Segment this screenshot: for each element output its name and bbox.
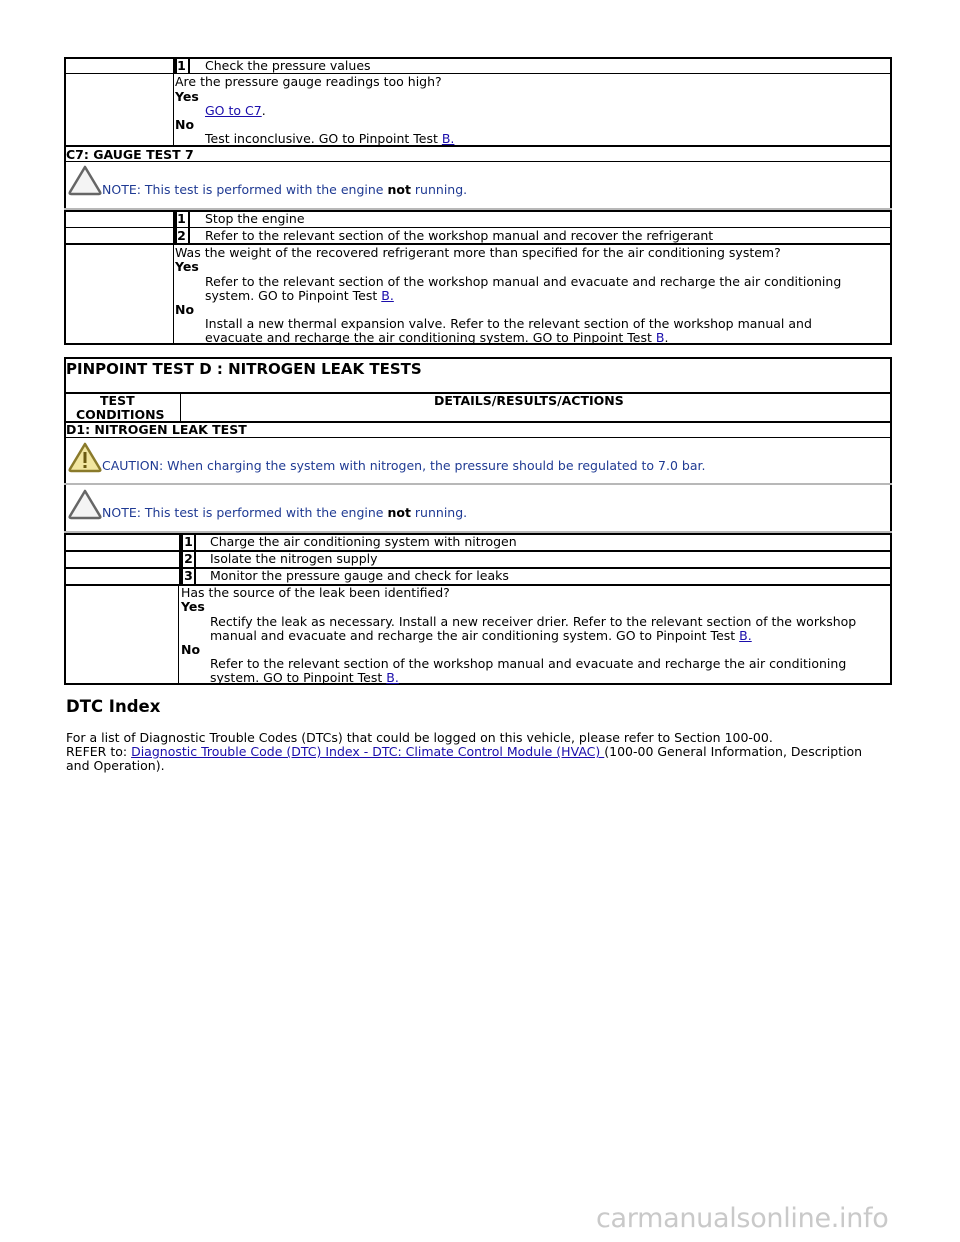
step-text: Monitor the pressure gauge and check for leaks <box>210 568 509 583</box>
question: Was the weight of the recovered refrigerant more than specified for the air conditioning system? <box>175 245 781 260</box>
c7-title: C7: GAUGE TEST 7 <box>66 147 194 162</box>
step-number: 2 <box>184 551 193 566</box>
step-text: Refer to the relevant section of the workshop manual and recover the refrigerant <box>205 228 714 243</box>
yes-answer: GO to C7. <box>205 103 266 118</box>
yes-answer-line2: manual and evacuate and recharge the air conditioning system. GO to Pinpoint Test B. <box>210 628 752 643</box>
question: Are the pressure gauge readings too high? <box>175 74 442 89</box>
go-to-c7-link[interactable]: GO to C7 <box>205 103 262 118</box>
pinpoint-b-link[interactable]: B. <box>381 288 394 303</box>
step-text: Stop the engine <box>205 211 305 226</box>
step-text: Isolate the nitrogen supply <box>210 551 378 566</box>
caution-icon <box>67 441 103 473</box>
yes-answer-line1: Rectify the leak as necessary. Install a new receiver drier. Refer to the relevant section of the workshop <box>210 614 857 629</box>
dtc-refer-line: REFER to: Diagnostic Trouble Code (DTC) Index - DTC: Climate Control Module (HVAC) (100-00 General Information, Description <box>66 744 863 759</box>
step-text: Check the pressure values <box>205 58 371 73</box>
yes-label: Yes <box>181 599 205 614</box>
note-text: NOTE: This test is performed with the engine not running. <box>102 182 468 197</box>
step-text: Charge the air conditioning system with nitrogen <box>210 534 517 549</box>
pinpoint-b-link[interactable]: B <box>655 330 665 345</box>
note-text: NOTE: This test is performed with the engine not running. <box>102 505 468 520</box>
note-icon <box>67 164 103 196</box>
no-answer-line1: Install a new thermal expansion valve. Refer to the relevant section of the workshop manual and <box>205 316 812 331</box>
yes-label: Yes <box>175 259 199 274</box>
d1-title: D1: NITROGEN LEAK TEST <box>66 422 247 437</box>
no-label: No <box>181 642 201 657</box>
col-header-conditions-2: CONDITIONS <box>76 407 165 422</box>
yes-answer-line2: system. GO to Pinpoint Test B. <box>205 288 394 303</box>
no-answer: Test inconclusive. GO to Pinpoint Test B. <box>205 131 455 146</box>
step-number: 2 <box>177 228 186 243</box>
yes-label: Yes <box>175 89 199 104</box>
no-answer-line2: evacuate and recharge the air conditioning system. GO to Pinpoint Test B. <box>205 330 669 345</box>
dtc-paragraph: For a list of Diagnostic Trouble Codes (DTCs) that could be logged on this vehicle, please refer to Section 100-00. <box>66 730 773 745</box>
step-number: 1 <box>177 211 186 226</box>
dtc-refer-line2: and Operation). <box>66 758 165 773</box>
no-answer-line2: system. GO to Pinpoint Test B. <box>210 670 399 685</box>
no-answer-line1: Refer to the relevant section of the workshop manual and evacuate and recharge the air conditioning <box>210 656 847 671</box>
step-number: 1 <box>184 534 193 549</box>
no-label: No <box>175 302 195 317</box>
col-header-conditions-1: TEST <box>100 393 135 408</box>
test-d-title: PINPOINT TEST D : NITROGEN LEAK TESTS <box>66 360 422 378</box>
pinpoint-b-link[interactable]: B. <box>441 131 455 146</box>
caution-text: CAUTION: When charging the system with nitrogen, the pressure should be regulated to 7.0 bar. <box>102 458 706 473</box>
col-header-details: DETAILS/RESULTS/ACTIONS <box>434 393 624 408</box>
pinpoint-b-link[interactable]: B. <box>739 628 752 643</box>
step-number: 3 <box>184 568 193 583</box>
question: Has the source of the leak been identified? <box>181 585 450 600</box>
watermark: carmanualsonline.info <box>596 1203 889 1234</box>
step-number: 1 <box>177 58 186 73</box>
yes-answer-line1: Refer to the relevant section of the workshop manual and evacuate and recharge the air conditioning <box>205 274 842 289</box>
dtc-heading: DTC Index <box>66 697 161 716</box>
dtc-index-link[interactable]: Diagnostic Trouble Code (DTC) Index - DTC: Climate Control Module (HVAC) <box>131 744 605 759</box>
pinpoint-b-link[interactable]: B. <box>386 670 399 685</box>
no-label: No <box>175 117 195 132</box>
note-icon <box>67 488 103 520</box>
